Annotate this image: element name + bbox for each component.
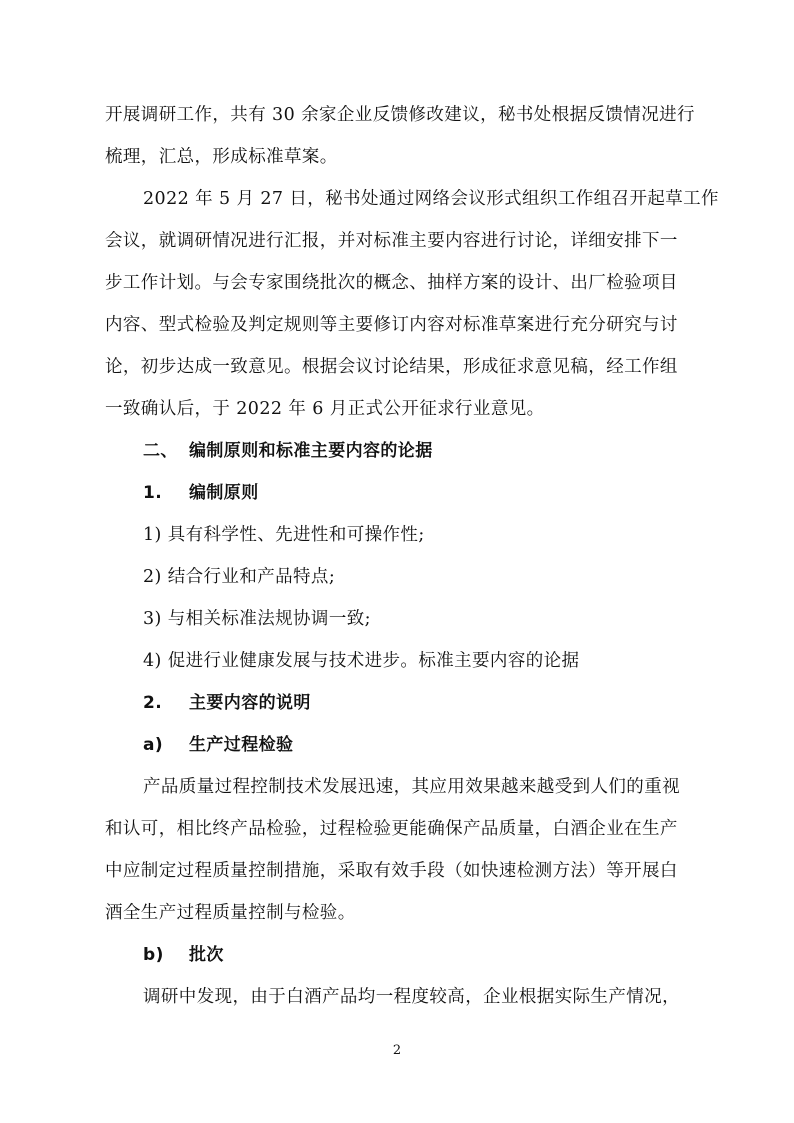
heading-number: 2.: [143, 693, 163, 713]
paragraph-line: 产品质量过程控制技术发展迅速，其应用效果越来越受到人们的重视: [143, 777, 680, 797]
paragraph-line: 开展调研工作，共有 30 余家企业反馈修改建议，秘书处根据反馈情况进行: [105, 105, 695, 125]
paragraph-line: 步工作计划。与会专家围绕批次的概念、抽样方案的设计、出厂检验项目: [105, 273, 678, 293]
paragraph-line: 一致确认后，于 2022 年 6 月正式公开征求行业意见。: [105, 399, 545, 419]
heading-number: 二、: [143, 441, 178, 461]
paragraph-line: 2022 年 5 月 27 日，秘书处通过网络会议形式组织工作组召开起草工作: [143, 189, 719, 209]
paragraph-line: 调研中发现，由于白酒产品均一程度较高，企业根据实际生产情况，: [143, 987, 680, 1007]
heading-text: 生产过程检验: [189, 735, 294, 755]
paragraph-line: 会议，就调研情况进行汇报，并对标准主要内容进行讨论，详细安排下一: [105, 231, 678, 251]
page-number: 2: [392, 1043, 402, 1058]
paragraph-line: 和认可，相比终产品检验，过程检验更能确保产品质量，白酒企业在生产: [105, 819, 678, 839]
list-item: 1) 具有科学性、先进性和可操作性;: [143, 525, 425, 545]
subsection-heading: [143, 485, 259, 502]
heading-text: 主要内容的说明: [189, 693, 311, 713]
paragraph-line: 梳理，汇总，形成标准草案。: [105, 147, 338, 167]
list-item: 3) 与相关标准法规协调一致;: [143, 609, 371, 629]
paragraph-line: 论，初步达成一致意见。根据会议讨论结果，形成征求意见稿，经工作组: [105, 357, 678, 377]
subsection-heading: [143, 947, 224, 964]
heading-text: 编制原则和标准主要内容的论据: [189, 441, 433, 461]
heading-text: 批次: [189, 945, 224, 965]
list-item: 4) 促进行业健康发展与技术进步。标准主要内容的论据: [143, 651, 580, 671]
heading-number: 1.: [143, 483, 163, 503]
paragraph-line: 酒全生产过程质量控制与检验。: [105, 903, 356, 923]
paragraph-line: 中应制定过程质量控制措施，采取有效手段（如快速检测方法）等开展白: [105, 861, 678, 881]
heading-text: 编制原则: [189, 483, 259, 503]
subsection-heading: [143, 695, 311, 712]
list-item: 2) 结合行业和产品特点;: [143, 567, 336, 587]
heading-number: a): [143, 735, 164, 755]
paragraph-line: 内容、型式检验及判定规则等主要修订内容对标准草案进行充分研究与讨: [105, 315, 678, 335]
section-heading: [143, 443, 433, 460]
heading-number: b): [143, 945, 164, 965]
subsection-heading: [143, 737, 293, 754]
